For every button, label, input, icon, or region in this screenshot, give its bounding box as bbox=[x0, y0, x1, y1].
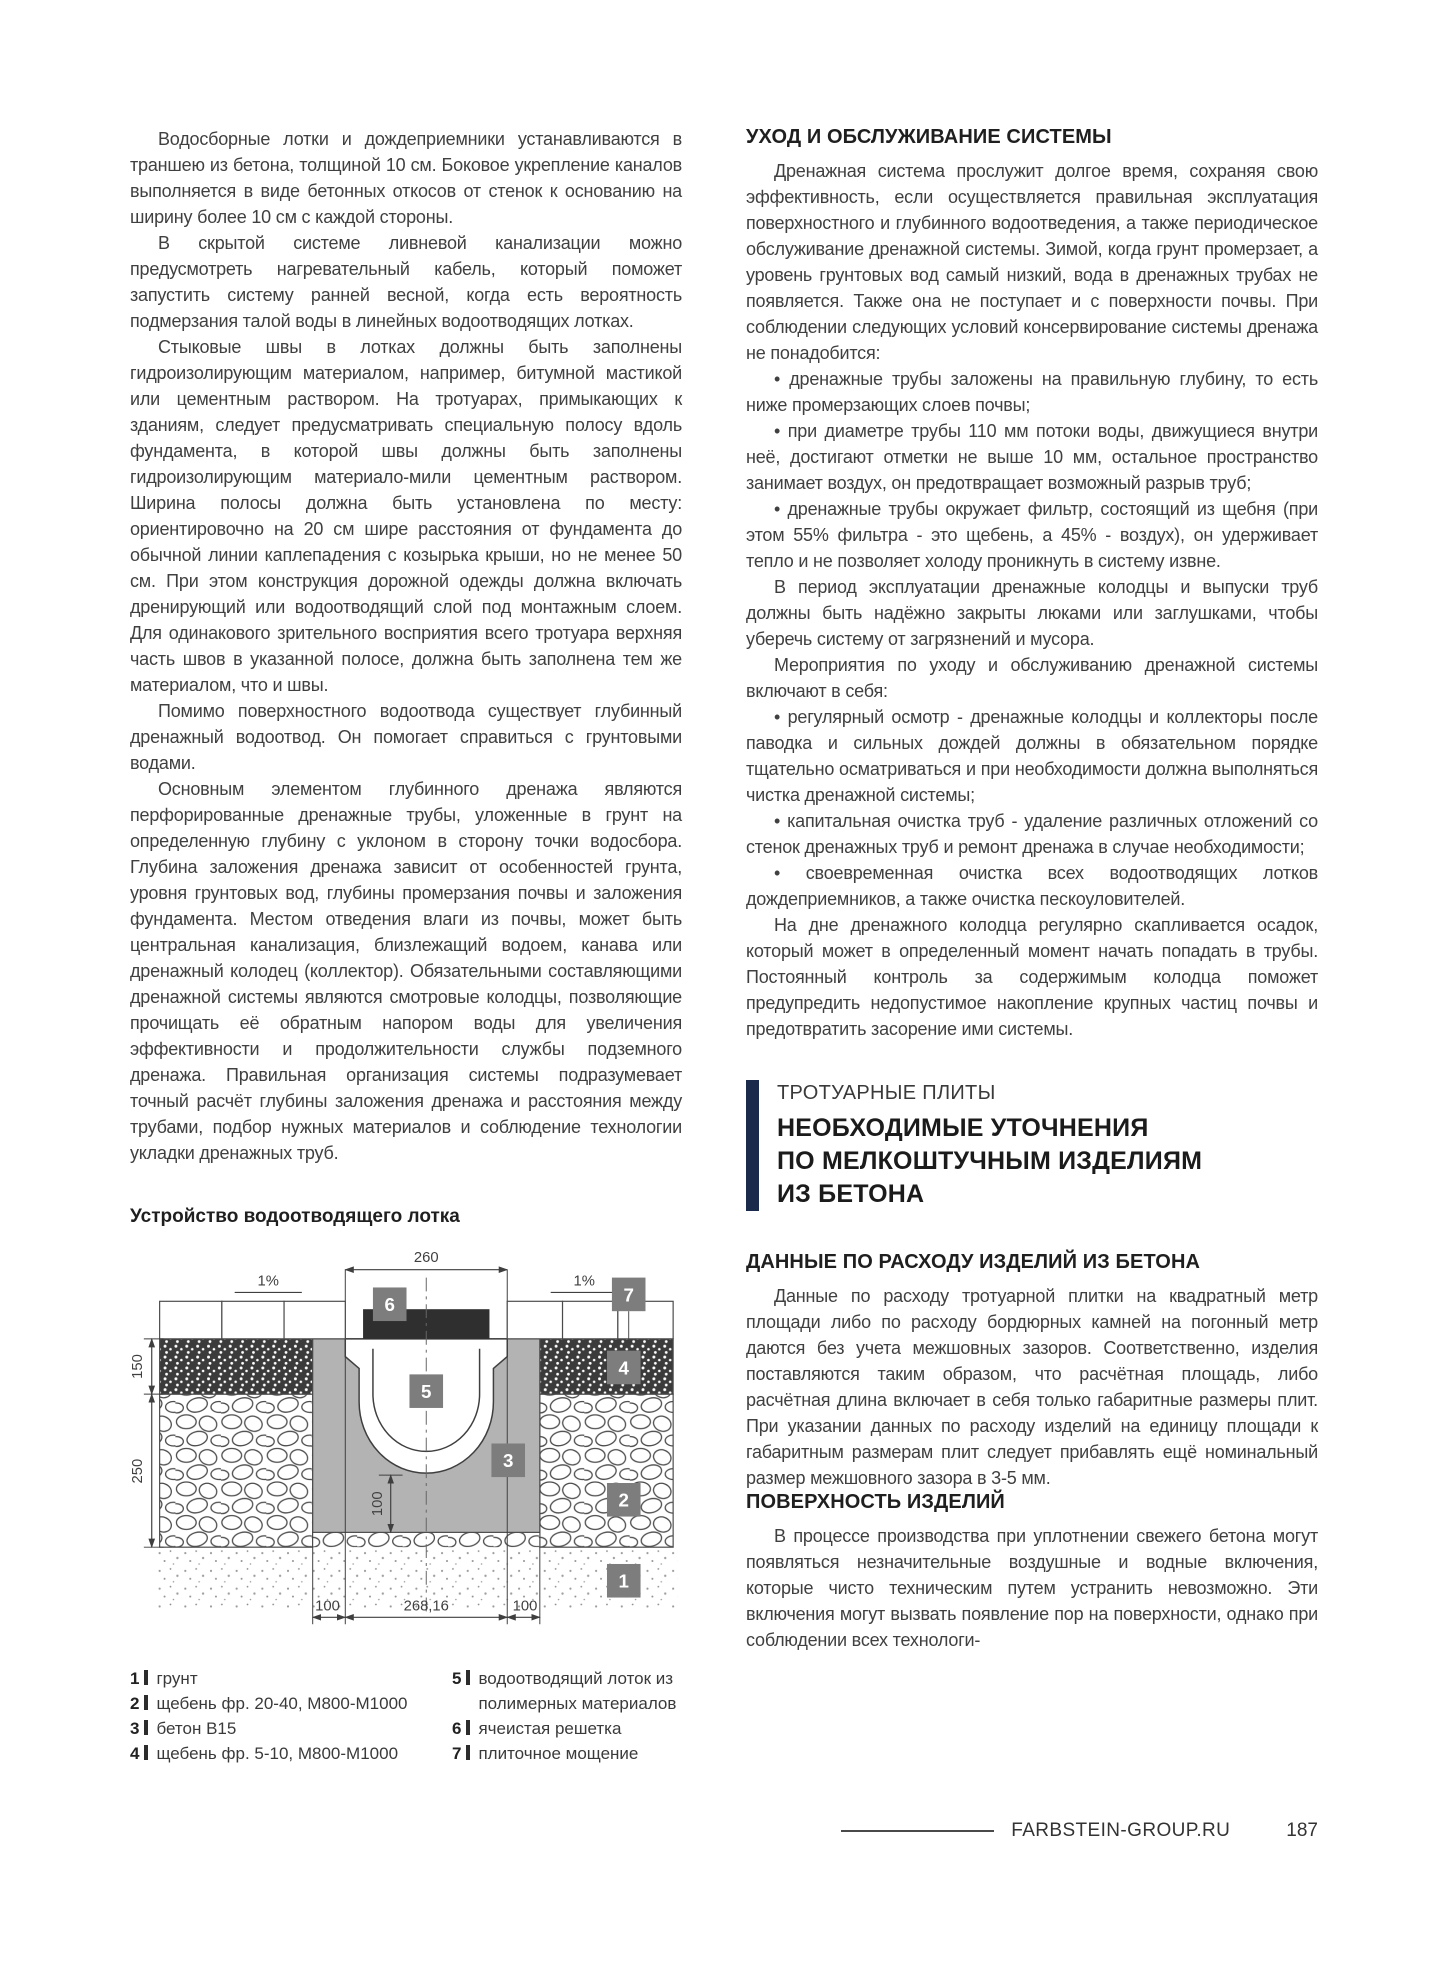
paragraph: Мероприятия по уходу и обслуживанию дренажной системы включают в себя: bbox=[746, 655, 1318, 701]
legend-label: ячеистая решетка bbox=[478, 1719, 622, 1738]
dim-slope-right: 1% bbox=[573, 1273, 595, 1290]
dim-depth-150: 150 bbox=[130, 1354, 146, 1379]
paragraph: На дне дренажного колодца регулярно скапливается осадок, который может в определенный момент начать попадать в трубы. Постоянный контроль за содержимым колодца поможет предупредить недопустимое накопление крупных частиц почвы и предотвратить засорение ими системы. bbox=[746, 915, 1318, 1039]
dim-slope-left: 1% bbox=[257, 1273, 279, 1290]
diagram-title: Устройство водоотводящего лотка bbox=[130, 1206, 460, 1227]
paragraph: Стыковые швы в лотках должны быть заполнены гидроизолирующим материалом, например, битумной мастикой или цементным раствором. На тротуарах, примыкающих к зданиям, следует предусматривать специальную полосу вдоль фундамента, в которой швы должны быть заполнены гидроизолирующим материало-мили цементным раствором. Ширина полосы должна быть установлена по месту: ориентировочно на 20 см шире расстояния от фундамента до обычной линии каплепадения с козырька крыши, но не менее 50 см. При этом конструкция дорожной одежды должна включать дренирующий или водоотводящий слой под монтажным слоем. Для одинакового зрительного восприятия всего тротуара верхняя часть швов в указанной полосе, должна быть заполнена тем же материалом, что и швы. bbox=[130, 337, 682, 695]
dim-depth-250: 250 bbox=[130, 1458, 146, 1484]
crushed-stone-20-40-left bbox=[160, 1394, 313, 1547]
bullet-item: • при диаметре трубы 110 мм потоки воды, движущиеся внутри неё, достигают отметки не выше 10 мм, остальное пространство занимает воздух, он предотвращает возможный разрыв труб; bbox=[746, 421, 1318, 493]
legend-item bbox=[452, 1716, 682, 1741]
legend-separator bbox=[144, 1745, 148, 1760]
bullet-item: • капитальная очистка труб - удаление различных отложений со стенок дренажных труб и ремонт дренажа в случае необходимости; bbox=[746, 811, 1318, 857]
legend-number: 7 bbox=[452, 1744, 462, 1763]
legend-number: 5 bbox=[452, 1669, 462, 1688]
legend-number: 2 bbox=[130, 1694, 140, 1713]
maintenance-heading: УХОД И ОБСЛУЖИВАНИЕ СИСТЕМЫ bbox=[746, 126, 1112, 148]
section-title-line: ПО МЕЛКОШТУЧНЫМ ИЗДЕЛИЯМ bbox=[777, 1147, 1203, 1175]
drainage-channel-diagram bbox=[130, 1246, 685, 1766]
footer-site-url: FARBSTEIN-GROUP.RU bbox=[1011, 1820, 1231, 1841]
page-footer bbox=[130, 1820, 1318, 1842]
legend-label: плиточное мощение bbox=[478, 1744, 639, 1763]
left-column bbox=[130, 126, 682, 1766]
section-title-line: ИЗ БЕТОНА bbox=[777, 1180, 925, 1208]
crushed-stone-5-10-left bbox=[160, 1339, 313, 1394]
bullet-item: • дренажные трубы заложены на правильную глубину, то есть ниже промерзающих слоев почвы; bbox=[746, 369, 1318, 415]
paragraph: Основным элементом глубинного дренажа являются перфорированные дренажные трубы, уложенные в грунт на определенную глубину с уклоном в сторону точки водосбора. Глубина заложения дренажа зависит от особенностей грунта, уровня грунтовых вод, глубины промерзания почвы и заложения фундамента. Местом отведения влаги из почвы, может быть центральная канализация, близлежащий водоем, канава или дренажный колодец (коллектор). Обязательными составляющими дренажной системы являются смотровые колодцы, позволяющие прочищать её обратным напором воды для увеличения эффективности и продолжительности службы подземного дренажа. Правильная организация системы подразумевает точный расчёт глубины заложения дренажа и расстояния между трубами, подбор нужных материалов и соблюдение технологии укладки дренажных труб. bbox=[130, 779, 682, 1163]
section-kicker: ТРОТУАРНЫЕ ПЛИТЫ bbox=[777, 1082, 996, 1104]
crushed-stone-5-10-right bbox=[540, 1339, 673, 1394]
page-body bbox=[130, 126, 1318, 1766]
paragraph: В период эксплуатации дренажные колодцы и выпуски труб должны быть надёжно закрыты люками или заглушками, чтобы уберечь систему от загрязнений и мусора. bbox=[746, 577, 1318, 649]
legend-item bbox=[130, 1741, 452, 1766]
badge-7: 7 bbox=[623, 1284, 634, 1306]
legend-label: щебень фр. 20-40, М800-М1000 bbox=[156, 1694, 408, 1713]
paragraph: Помимо поверхностного водоотвода существует глубинный дренажный водоотвод. Он помогает справиться с грунтовыми водами. bbox=[130, 701, 682, 773]
legend-separator bbox=[144, 1720, 148, 1735]
section-accent-bar bbox=[746, 1080, 759, 1211]
legend-item bbox=[130, 1666, 452, 1691]
dim-channel-bed: 100 bbox=[369, 1491, 386, 1517]
legend-column-left bbox=[130, 1666, 452, 1766]
dim-top-width: 260 bbox=[413, 1249, 439, 1266]
legend-number: 1 bbox=[130, 1669, 140, 1688]
legend-column-right bbox=[452, 1666, 682, 1766]
footer-rule bbox=[841, 1830, 994, 1832]
diagram-legend bbox=[130, 1666, 685, 1766]
bullet-item: • регулярный осмотр - дренажные колодцы и коллекторы после паводка и сильных дождей должны в обязательном порядке тщательно осматриваться и при необходимости должна выполняться чистка дренажной системы; bbox=[746, 707, 1318, 805]
bullet-item: • дренажные трубы окружает фильтр, состоящий из щебня (при этом 55% фильтра - это щебень, а 45% - воздух), он удерживает тепло и не позволяет холоду проникнуть в систему извне. bbox=[746, 499, 1318, 571]
paragraph: В процессе производства при уплотнении свежего бетона могут появляться незначительные воздушные и водные включения, которые чисто техническим путем устранить невозможно. Эти включения могут вызвать появление пор на поверхности, однако при соблюдении всех технологи- bbox=[746, 1526, 1318, 1650]
legend-separator bbox=[144, 1670, 148, 1685]
crushed-stone-20-40-right bbox=[540, 1394, 673, 1547]
legend-separator bbox=[144, 1695, 148, 1710]
badge-6: 6 bbox=[384, 1294, 395, 1316]
legend-separator bbox=[466, 1745, 470, 1760]
legend-label: водоотводящий лоток из полимерных материалов bbox=[478, 1669, 677, 1713]
badge-2: 2 bbox=[618, 1489, 629, 1511]
legend-item bbox=[130, 1691, 452, 1716]
legend-label: грунт bbox=[156, 1669, 198, 1688]
dim-bottom-center: 268,16 bbox=[403, 1598, 449, 1615]
legend-item bbox=[452, 1741, 682, 1766]
badge-4: 4 bbox=[618, 1357, 629, 1379]
consumption-heading: ДАННЫЕ ПО РАСХОДУ ИЗДЕЛИЙ ИЗ БЕТОНА bbox=[746, 1251, 1201, 1273]
section-header-block bbox=[746, 1080, 1318, 1211]
badge-3: 3 bbox=[503, 1450, 514, 1472]
legend-item bbox=[130, 1716, 452, 1741]
drainage-diagram-figure bbox=[130, 1246, 685, 1641]
legend-separator bbox=[466, 1720, 470, 1735]
paragraph: Данные по расходу тротуарной плитки на квадратный метр площади либо по расходу бордюрных камней на погонный метр даются без учета межшовных зазоров. Соответственно, изделия поставляются таким образом, что расчётная площадь, либо расчётная длина включает в себя только габаритные размеры плит. При указании данных по расходу изделий на единицу площади к габаритным размерам плит следует прибавлять ещё номинальный размер межшовного зазора в 3-5 мм. bbox=[746, 1286, 1318, 1488]
dim-bottom-left: 100 bbox=[315, 1598, 340, 1615]
right-column bbox=[746, 126, 1318, 1766]
surface-heading: ПОВЕРХНОСТЬ ИЗДЕЛИЙ bbox=[746, 1491, 1005, 1513]
badge-5: 5 bbox=[421, 1381, 432, 1403]
page-number: 187 bbox=[1286, 1820, 1318, 1841]
paragraph: Дренажная система прослужит долгое время, сохраняя свою эффективность, если осуществляется правильная эксплуатация поверхностного и глубинного водоотведения, а также периодическое обслуживание дренажной системы. Зимой, когда грунт промерзает, а уровень грунтовых вод самый низкий, вода в дренажных трубах не появляется. Также она не поступает и с поверхности почвы. При соблюдении следующих условий консервирование системы дренажа не понадобится: bbox=[746, 161, 1318, 363]
paragraph: В скрытой системе ливневой канализации можно предусмотреть нагревательный кабель, который поможет запустить систему ранней весной, когда есть вероятность подмерзания талой воды в линейных водоотводящих лотках. bbox=[130, 233, 682, 331]
paragraph: Водосборные лотки и дождеприемники устанавливаются в траншею из бетона, толщиной 10 см. Боковое укрепление каналов выполняется в виде бетонных откосов от стенок к основанию на ширину более 10 см с каждой стороны. bbox=[130, 129, 682, 227]
section-title-line: НЕОБХОДИМЫЕ УТОЧНЕНИЯ bbox=[777, 1114, 1149, 1142]
legend-number: 3 bbox=[130, 1719, 140, 1738]
legend-number: 4 bbox=[130, 1744, 140, 1763]
bullet-item: • своевременная очистка всех водоотводящих лотков дождеприемников, а также очистка пескоуловителей. bbox=[746, 863, 1318, 909]
legend-label: щебень фр. 5-10, М800-М1000 bbox=[156, 1744, 399, 1763]
legend-item bbox=[452, 1666, 682, 1716]
legend-number: 6 bbox=[452, 1719, 462, 1738]
legend-label: бетон В15 bbox=[156, 1719, 237, 1738]
legend-separator bbox=[466, 1670, 470, 1685]
section-header-text bbox=[777, 1080, 1202, 1211]
badge-1: 1 bbox=[618, 1570, 629, 1592]
dim-bottom-right: 100 bbox=[512, 1598, 538, 1615]
